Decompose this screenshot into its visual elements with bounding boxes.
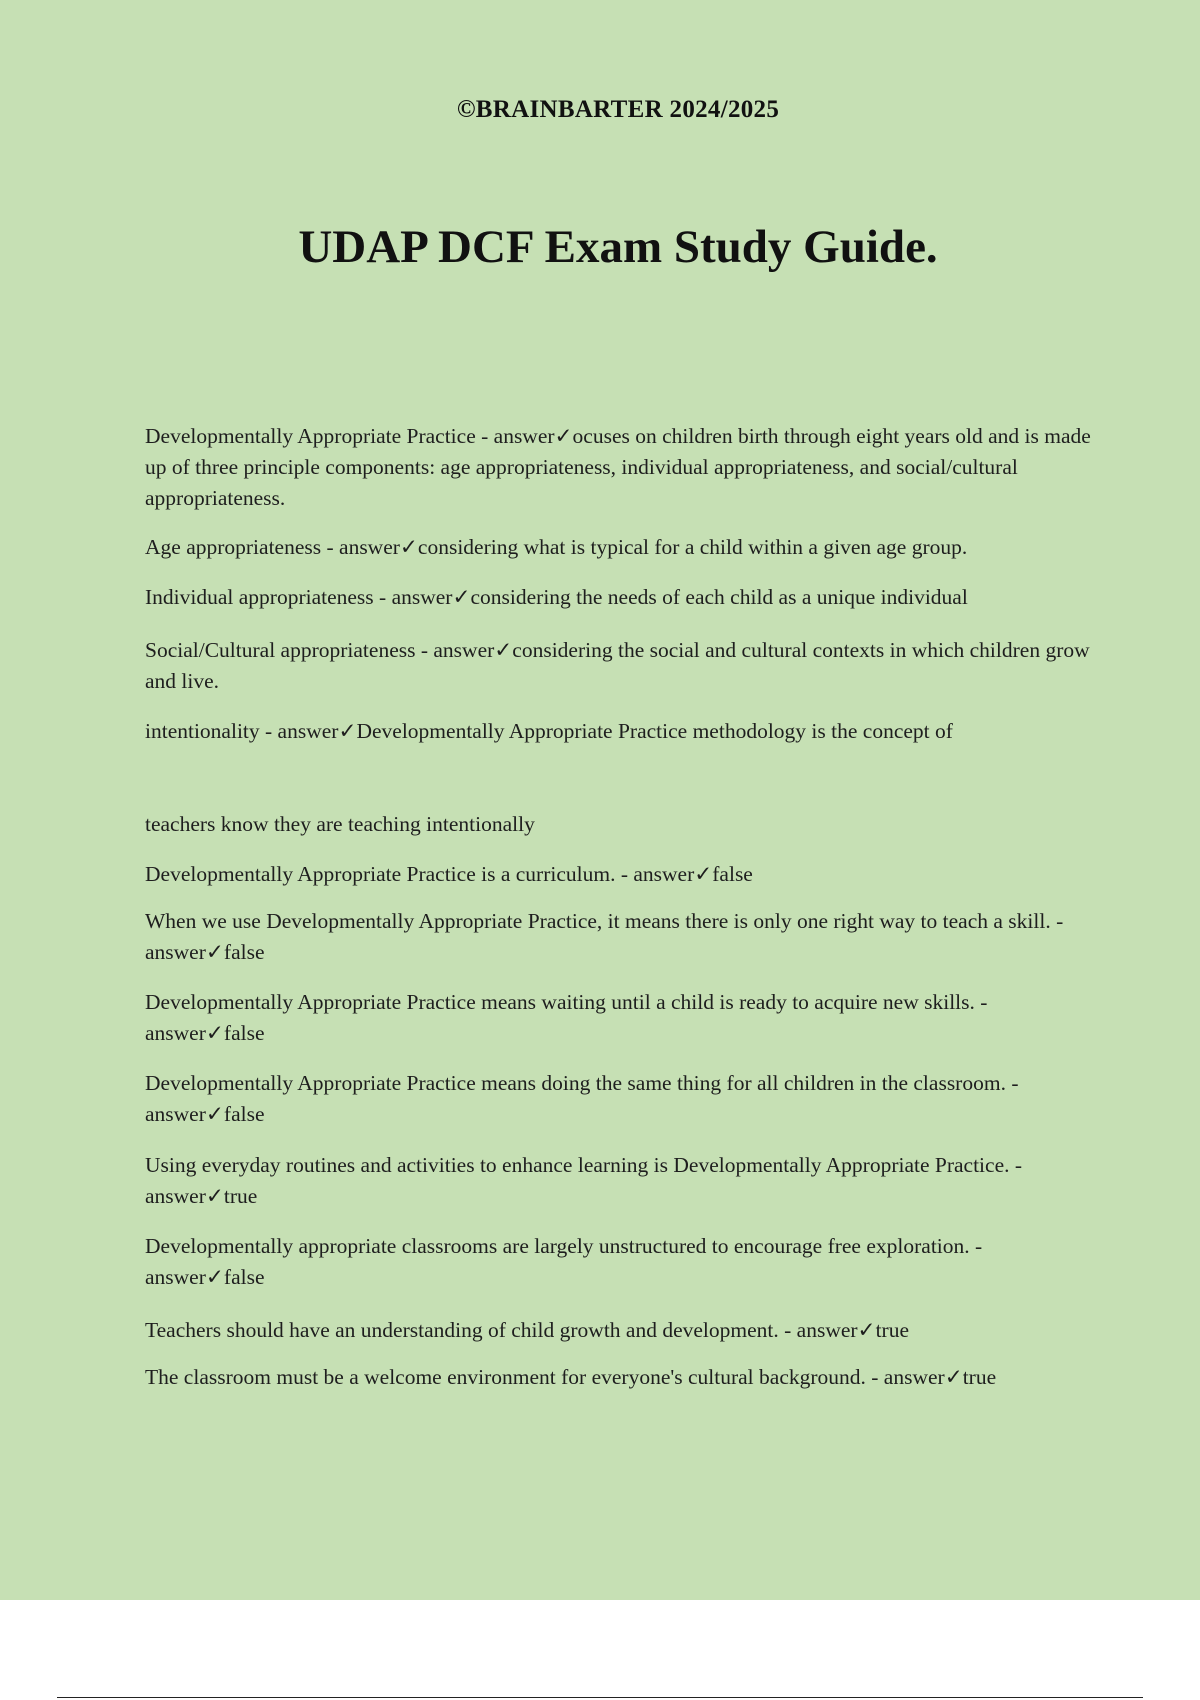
study-entry: intentionality - answer✓Developmentally Appropriate Practice methodology is the concept of <box>145 719 953 743</box>
study-entry: Developmentally Appropriate Practice means waiting until a child is ready to acquire new skills. - answer✓false <box>145 990 988 1045</box>
footer-divider <box>57 1697 1143 1698</box>
study-entry: Teachers should have an understanding of child growth and development. - answer✓true <box>145 1318 909 1342</box>
study-entry: Social/Cultural appropriateness - answer✓considering the social and cultural contexts in which children grow and live. <box>145 638 1090 693</box>
study-entry: Developmentally Appropriate Practice is a curriculum. - answer✓false <box>145 862 753 886</box>
study-entry: Developmentally Appropriate Practice - answer✓ocuses on children birth through eight years old and is made up of three principle components: age appropriateness, individual appropriateness, and social/cultural appropriateness. <box>145 424 1091 510</box>
study-entry: teachers know they are teaching intentionally <box>145 812 535 836</box>
copyright-header: ©BRAINBARTER 2024/2025 <box>456 96 780 123</box>
study-entry: Developmentally Appropriate Practice means doing the same thing for all children in the classroom. - answer✓false <box>145 1071 1019 1126</box>
study-entry: Individual appropriateness - answer✓considering the needs of each child as a unique individual <box>145 585 968 609</box>
page-title: UDAP DCF Exam Study Guide. <box>298 221 938 273</box>
study-entry: The classroom must be a welcome environment for everyone's cultural background. - answer✓true <box>145 1365 997 1389</box>
study-entry: Age appropriateness - answer✓considering what is typical for a child within a given age group. <box>145 535 968 559</box>
study-entry: Using everyday routines and activities to enhance learning is Developmentally Appropriate Practice. - answer✓true <box>145 1153 1023 1208</box>
study-entry: Developmentally appropriate classrooms are largely unstructured to encourage free exploration. - answer✓false <box>145 1234 983 1289</box>
study-entry: When we use Developmentally Appropriate Practice, it means there is only one right way to teach a skill. - answer✓false <box>145 909 1064 964</box>
